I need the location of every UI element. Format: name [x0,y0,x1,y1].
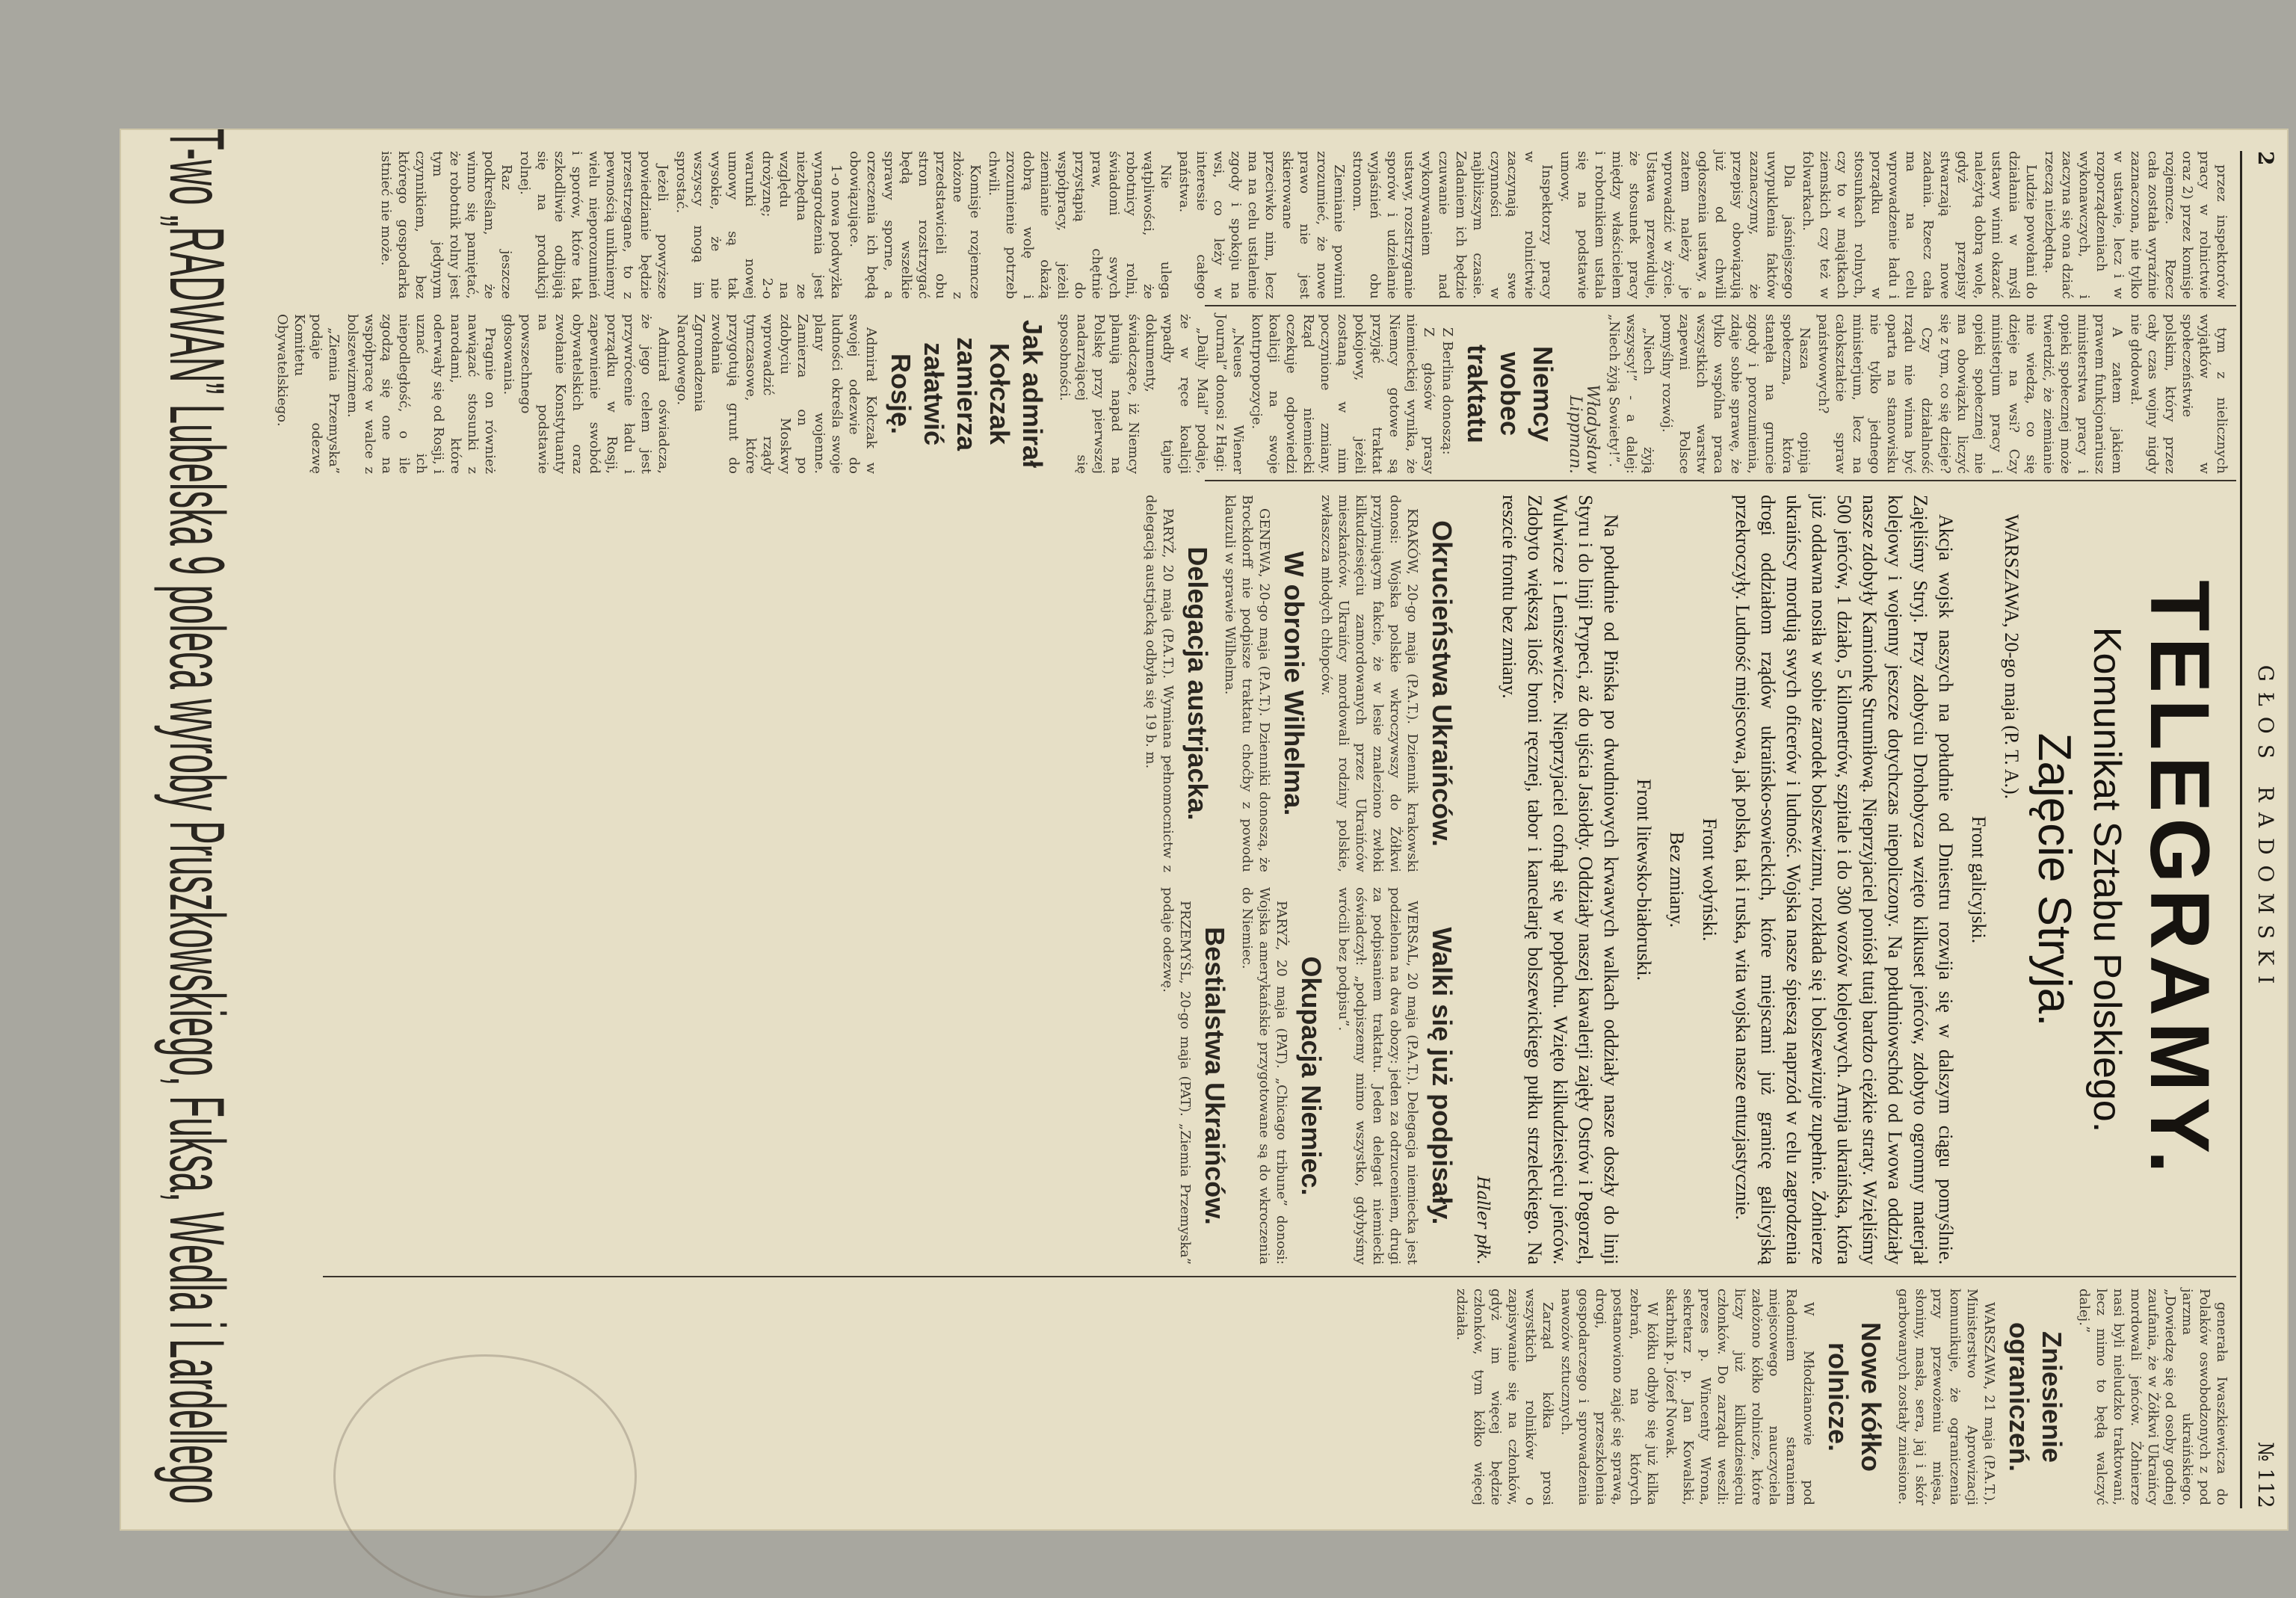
paragraph: Ziemianie powinni zrozumieć, że nowe prawo nie jest skierowane przeciwko nim, lecz ma na celu ustalenie zgody i spokoju na wsi, co leży w interesie całego państwa. [1176,151,1347,299]
paragraph: Nasza opinja społeczna, która stanęła na gruncie zgody i porozumienia, zdaje sobie sprawę, że tylko wspólna praca wszystkich warstw zapewni Polsce pomyślny rozwój. [1659,314,1812,474]
headline-austria: Delegacja austrjacka. [1182,546,1213,821]
paragraph: PARYŻ, 20 maja (P.A.T.). Wymiana pełnomocnictw z delegacją austrjacką odbyła się 19 b. m. [1143,495,1176,872]
headline-niemcy: Niemcy wobec traktatu [1462,344,1558,444]
headline-wilhelm: W obronie Wilhelma. [1279,551,1309,816]
paragraph: KRAKÓW, 20-go maja (P.A.T.). Dziennik krakowski donosi: Wojska polskie wkroczywszy do Żółkwi przyjmującym fakcie, że w lesie znaleziono zwłoki kilkudziesięciu zamordowanych przez Ukraińców mieszkańców. Ukraińcy mordowali rodziny polskie, zwłaszcza młodych chłopców. [1318,495,1420,872]
paragraph: tym z nielicznych wyjątków w społeczeństwie polskim, który przez cały czas wojny nigdy nie głodował. [2128,314,2229,474]
paragraph: W Młodzianowie pod Radomiem staraniem miejscowego nauczyciela założono kółko rolnicze, które liczy już kilkudziesięciu członków. Do zarządu weszli: prezes p. Wincenty Wrona, sekretarz p. Jan Kowalski, skarbnik p. Józef Nowak. [1663,1289,1816,1505]
headline-okrucienstwa: Okrucieństwa Ukraińców. [1427,520,1457,847]
paragraph: GENEWA, 20-go maja (P.A.T.). Dzienniki donoszą, że Brockdorff nie podpisze traktatu choćby z powodu klauzuli w sprawie Wilhelma. [1222,495,1272,872]
headline-okupacja: Okupacja Niemiec. [1296,956,1327,1196]
paragraph: Jeżeli powyższe powiedzianie będzie przestrzegane, to z pewnością unikniemy wielu nieporozumień i sporów, które tak szkodliwie odbijają się na produkcji rolnej. [517,151,670,299]
paragraph: Z głosów prasy niemieckiej wynika, że Niemcy gotowe są przyjąć traktat pokojowy, jeżeli zostaną w nim poczynione zmiany. Rząd niemiecki oczekuje odpowiedzi koalicji na swoje kontrpropozycje. [1249,314,1436,474]
faded-stamp [333,1354,637,1598]
paragraph: PARYŻ, 20 maja (PAT). „Chicago tribune” donosi: Wojska amerykańskie przygotowane są do wkroczenia do Niemiec. [1239,887,1289,1265]
paragraph: Czy działalność rządu nie winna być oparta na stanowisku nie tylko jednego ministerjum, lecz na całokształcie spraw państwowych? [1815,314,1934,474]
advertisement-text: T-wo „RADWAN” Lubelska 9 poleca wyroby Pruszkowskiego, Fuksa, Wedla i Lardellego [153,129,240,1505]
newspaper-page [120,129,2289,1531]
paragraph: „Niech żyją wszyscy!” - a dalej: „Niech żyją Sowiety!”. [1606,314,1656,474]
paragraph: Komisje rozjemcze złożone z przedstawicieli obu stron rozstrzygać będą wszelkie sprawy sporne, a orzeczenia ich będą obowiązujące. [847,151,983,299]
no-change-text: Bez zmiany. [1666,831,1688,928]
masthead-rule [2240,151,2242,1508]
paragraph: WARSZAWA, 21 maja (P.A.T.). Ministerstwo Aprowizacji komunikuje, że ograniczenia przy przewożeniu mięsa, słoniny, masła, sera, jaj i skór garbowanych zostały zniesione. [1895,1289,1997,1505]
paragraph: A zatem jakiem prawem funkcjonariusz ministerstwa pracy i opieki społecznej może twierdzić, że ziemianie nie wiedzą, co się dzieje na wsi? Czy ministerjum pracy i opieki społecznej nie ma obowiązku liczyć się z tym, co się dzieje? [1937,314,2125,474]
headline-komunikat: Komunikat Sztabu Polskiego. [2085,626,2129,1133]
headline-walki: Walki się już podpisały. [1427,927,1457,1225]
paragraph: przez inspektorów pracy w rolnictwie oraz 2) przez komisje rozjemcze. Rzecz cała została wyraźnie zaznaczona, nie tylko w ustawie, lecz i w rozporządzeniach wykonawczych, i zaczyna się ona dziać rzeczą niezbędną. [2042,151,2229,299]
column-rule [1205,480,2236,481]
paragraph: Pragnie on również nawiązać stosunki z narodami, które oderwały się od Rosji, i uznać ich niepodległość, o ile zgodzą się one na współpracę w walce z bolszewizmem. [345,314,498,474]
paragraph: „Daily Mail” podaje, że w ręce koalicji wpadły tajne dokumenty, świadczące, iż Niemcy planują napad na Polskę przy pierwszej nadarzającej się sposobności. [1057,314,1210,474]
paragraph: Na południe od Pińska po dwudniowych krwawych walkach oddziały nasze doszły do linji Styru i do linji Prypeci, aż do ujścia Jasiołdy. Oddziały naszej kawalerji zajęły Ostrów i Pogorzel, Wulwicze i Leniszewicze. Nieprzyjaciel cofnął się w popłochu. Wzięto kilkudziesięciu jeńców. Zdobyto większą ilość broni ręcznej, tabor i kancelarję bolszewickiego pułku strzeleckiego. Na reszcie frontu bez zmiany. [1499,495,1622,1265]
paper-name: GŁOS RADOMSKI [2253,664,2278,995]
signature: Haller płk. [1473,1176,1492,1265]
telegram-subcolumn-left [1141,495,1466,872]
headline-stryj: Zajęcie Stryja. [2028,732,2080,1027]
column-2 [274,314,2230,474]
dateline: WARSZAWA, 20-go maja (P. T. A.). [2001,514,2022,800]
paragraph: PRZEMYŚL, 20-go maja (PAT). „Ziemia Przemyska” podaje odezwę. [1160,887,1193,1265]
advertisement-banner [151,129,271,1531]
paragraph: Inspektorzy pracy w rolnictwie zaczynają swe czynności w najbliższym czasie. Zadaniem ich będzie czuwanie nad wykonywaniem ustawy, rozstrzyganie sporów i udzielanie wyjaśnień obu stronom. [1350,151,1555,299]
front-galicyjski-heading: Front galicyjski. [1968,815,1990,944]
front-wolynski-heading: Front wołyński. [1699,818,1721,942]
paragraph: „Neues Wiener Journal” donosi z Hagi: [1213,314,1246,474]
headline-kolko: Nowe kółko rolnicze. [1823,1321,1886,1472]
paragraph: Akcja wojsk naszych na południe od Dniestru rozwija się w dalszym ciągu pomyślnie. Zajęliśmy Stryj. Przy zdobyciu Drohobycza wzięto kilkuset jeńców, zdobyto ogromny materjał kolejowy i wojenny jeszcze dotychczas niepoliczony. Na południowschód od Lwowa oddziały nasze zdobyły Kamionkę Strumiłową. Nieprzyjaciel poniósł tutaj bardzo ciężkie straty. Wzięliśmy 500 jeńców, 1 działo, 5 kilometrów, szpitale i do 300 wozów kolejowych. Armja ukraińska, która już oddawna nosiła w sobie zarodek bolszewizmu, rozkłada się i bolszewizuje zupełnie. Żołnierze ukraińscy mordują swych oficerów i ludność. Wojska nasze śpieszą naprzód w celu zagrodzenia drogi oddziałom rządów ukraińsko-sowieckich, które miejscami już granicę galicyjską przekroczyły. Ludność miejscowa, jak polska, tak i ruska, wita wojska nasze entuzjastycznie. [1732,495,1957,1265]
paragraph: W kółku odbyło się już kilka zebrań, na których postanowiono zająć się sprawą, drogi, przeszkolenia gospodarczego i sprowadzenia nawozów sztucznych. [1558,1289,1660,1505]
paragraph: Ludzie powołani do działania w myśl ustawy winni okazać należytą dobrą wolę, gdyż przepisy stwarzają nowe zadania. Rzecz cała ma na celu wprowadzenie ładu i porządku w stosunkach rolnych, czy to w majątkach ziemskich czy też w folwarkach. [1800,151,2039,299]
signature: Władysław Lippman. [1566,384,1602,474]
paragraph: Nie ulega wątpliwości, że robotnicy rolni, świadomi swych praw, chętnie przystąpią do współpracy, jeżeli ziemianie okażą dobrą wolę i zrozumienie potrzeb chwili. [986,151,1173,299]
page-number: 2 [2253,151,2278,166]
masthead [2244,151,2278,1508]
headline-telegramy: TELEGRAMY. [2133,580,2226,1179]
paragraph: 1-o nowa podwyżka wynagrodzenia jest niezbędna ze względu na drożyznę; 2-o warunki nowej umowy są tak wysokie, że nie wszyscy mogą im sprostać. [673,151,844,299]
paragraph: Dla jaśniejszego uwypuklenia faktów zaznaczymy, że przepisy obowiązują już od chwili ogłoszenia ustawy, a zatem należy je wprowadzić w życie. Ustawa przewiduje, że stosunek pracy między właścicielem i robotnikiem ustala się na podstawie umowy. [1558,151,1797,299]
paragraph: WERSAL, 20 maja (P.A.T.). Delegacja niemiecka jest podzielona na dwa obozy: jeden za odrzuceniem, drugi za podpisaniem traktatu. Jeden delegat niemiecki oświadczył: „podpiszemy mimo wszystko, gdybyśmy wrócili bez podpisu”. [1336,887,1420,1265]
column-rule [1205,305,2236,306]
headline-kolczak: Jak admirał Kołczak zamierza załatwić Rosję. [886,319,1048,469]
front-litewsko-heading: Front litewsko-białoruski. [1633,778,1655,981]
paragraph: Admirał oświadcza, że jego celem jest przywrócenie ładu i porządku w Rosji, zapewnienie swobód obywatelskich oraz zwołanie Konstytuanty na podstawie powszechnego głosowania. [501,314,671,474]
column-1 [287,151,2230,299]
issue-number: № 112 [2253,1442,2278,1508]
column-rule [323,1276,2236,1277]
headline-ograniczen: Zniesienie ograniczeń. [2004,1321,2067,1472]
headline-bestialstwa: Bestialstwa Ukraińców. [1200,927,1230,1225]
paragraph: Z Berlina donoszą: [1439,327,1455,455]
column-telegrams [287,495,2230,1265]
paragraph: „Ziemia Przemyska” podaje odezwę Komitetu Obywatelskiego. [274,314,342,474]
telegram-subcolumn-right [1141,887,1466,1265]
paragraph: Admirał Kołczak w swojej odezwie do ludności określa swoje plany wojenne. Zamierza on po zdobyciu Moskwy wprowadzić rządy tymczasowe, które przygotują grunt do zwołania Zgromadzenia Narodowego. [674,314,879,474]
paragraph: Zarząd kółka prosi wszystkich rolników o zapisywanie się na członków, gdyż im więcej będzie członków, tym kółko więcej zdziała. [1454,1289,1555,1505]
paragraph: generała Iwaszkiewicza do Polaków oswobodzonych z pod jarzma ukraińskiego. „Dowiedzę się od osoby godnej zaufania, że w Żółkwi Ukraińcy mordowali jeńców. Żołnierze nasi byli nieludzko traktowani, lecz mimo to będą walczyć dalej.” [2076,1289,2229,1505]
paragraph: Raz jeszcze podkreślam, że winno się pamiętać, że robotnik rolny jest tym jedynym czynnikiem, bez którego gospodarka istnieć nie może. [378,151,514,299]
